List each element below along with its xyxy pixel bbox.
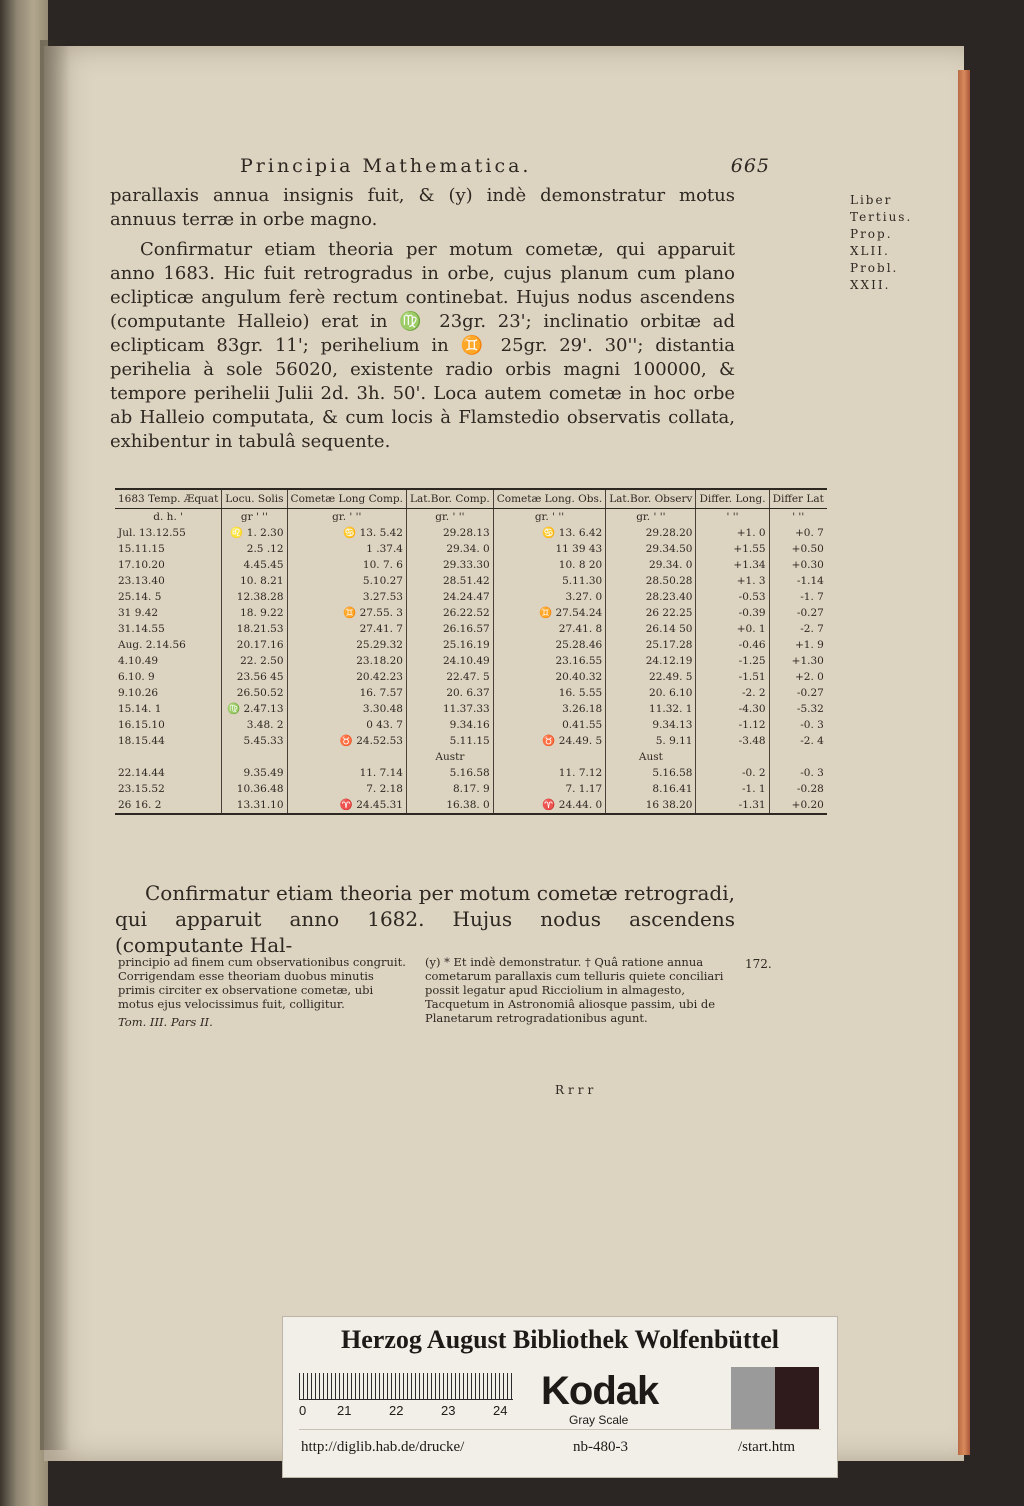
table-header-row (115, 489, 827, 509)
table-cell: ♊ 27.55. 3 (287, 605, 406, 621)
table-cell (222, 749, 287, 765)
table-cell: -0.28 (769, 781, 827, 797)
table-cell: 11 39 43 (493, 541, 605, 557)
table-cell: -0.46 (696, 637, 769, 653)
table-cell: 10. 7. 6 (287, 557, 406, 573)
table-row (115, 525, 827, 541)
table-unit-cell: gr. ' '' (287, 509, 406, 526)
table-cell: 8.17. 9 (406, 781, 493, 797)
page-fore-edge (958, 70, 970, 1455)
table-header-cell: Cometæ Long Comp. (287, 489, 406, 509)
table-cell: 1 .37.4 (287, 541, 406, 557)
paragraph-3 (115, 880, 735, 958)
table-cell: -0.53 (696, 589, 769, 605)
table-cell: 5.11.30 (493, 573, 605, 589)
footnote-reference: Tom. III. Pars II. (118, 1015, 213, 1029)
table-cell: Aug. 2.14.56 (118, 639, 186, 651)
table-row (115, 541, 827, 557)
table-cell: 18.21.53 (222, 621, 287, 637)
table-cell: ♈ 24.44. 0 (493, 797, 605, 814)
table-cell: 31 9.42 (118, 607, 159, 619)
table-cell: 9.35.49 (222, 765, 287, 781)
table-cell: 17.10.20 (118, 559, 165, 571)
table-cell: +1.30 (769, 653, 827, 669)
table-cell: 23.56 45 (222, 669, 287, 685)
table-cell: 9.10.26 (118, 687, 159, 699)
table-cell: -0. 3 (769, 765, 827, 781)
ruler-label: 21 (337, 1403, 352, 1418)
table-cell: ♌ 1. 2.30 (222, 525, 287, 541)
running-head (240, 155, 770, 177)
table-cell: 15.11.15 (118, 543, 165, 555)
table-cell: -5.32 (769, 701, 827, 717)
table-cell: 20. 6.10 (606, 685, 696, 701)
table-cell: 20. 6.37 (406, 685, 493, 701)
table-row (115, 669, 827, 685)
ruler-label: 24 (493, 1403, 508, 1418)
table-cell: 5.10.27 (287, 573, 406, 589)
margin-note-line: XLII. (850, 244, 890, 258)
table-cell: -1.14 (769, 573, 827, 589)
page-number: 665 (730, 155, 770, 177)
table-cell: 24.24.47 (406, 589, 493, 605)
table-cell: 29.34.50 (606, 541, 696, 557)
table-cell: 3.30.48 (287, 701, 406, 717)
table-cell: 24.12.19 (606, 653, 696, 669)
table-cell: 4.45.45 (222, 557, 287, 573)
table-cell: -4.30 (696, 701, 769, 717)
table-cell: 25.16.19 (406, 637, 493, 653)
table-row (115, 701, 827, 717)
table-row (115, 589, 827, 605)
running-head-title: Principia Mathematica. (240, 155, 532, 177)
margin-note-line: Prop. (850, 227, 893, 241)
table-header-cell: Lat.Bor. Observ (606, 489, 696, 509)
table-cell: 9.34.16 (406, 717, 493, 733)
table-row (115, 637, 827, 653)
table-cell: +0.30 (769, 557, 827, 573)
library-name: Herzog August Bibliothek Wolfenbüttel (341, 1325, 779, 1354)
table-cell: 29.28.13 (406, 525, 493, 541)
ruler-label: 23 (441, 1403, 456, 1418)
table-unit-cell: ' '' (696, 509, 769, 526)
table-cell: 3.26.18 (493, 701, 605, 717)
table-unit-cell: d. h. ' (153, 511, 184, 523)
table-cell: -0. 3 (769, 717, 827, 733)
table-cell: 16.38. 0 (406, 797, 493, 814)
table-header-cell: 1683 Temp. Æquat (115, 489, 222, 509)
table-cell: Aust (606, 749, 696, 765)
table-row (115, 653, 827, 669)
table-cell: +1.55 (696, 541, 769, 557)
table-cell: ♋ 13. 5.42 (287, 525, 406, 541)
table-row (115, 573, 827, 589)
table-cell: 26.22.52 (406, 605, 493, 621)
spine-shadow (40, 40, 70, 1450)
margin-note-line: Liber (850, 193, 893, 207)
table-cell: 4.10.49 (118, 655, 159, 667)
table-header-cell: Differ Lat (769, 489, 827, 509)
table-cell: -0.27 (769, 605, 827, 621)
table-cell: +1. 3 (696, 573, 769, 589)
table-unit-cell: gr. ' '' (493, 509, 605, 526)
table-cell: 22. 2.50 (222, 653, 287, 669)
table-cell: 29.33.30 (406, 557, 493, 573)
table-cell (287, 749, 406, 765)
table-cell: -1.51 (696, 669, 769, 685)
table-cell: 22.49. 5 (606, 669, 696, 685)
table-cell (769, 749, 827, 765)
shelf-signature: nb-480-3 (573, 1439, 628, 1455)
table-cell: 11.37.33 (406, 701, 493, 717)
table-cell: -1. 1 (696, 781, 769, 797)
table-cell: +1.34 (696, 557, 769, 573)
table-cell: 18. 9.22 (222, 605, 287, 621)
table-row (115, 781, 827, 797)
paragraph-2-text: Confirmatur etiam theoria per motum cometæ, qui apparuit anno 1683. Hic fuit retrogradus in orbe, cujus planum cum plano eclipticæ angulum ferè rectum continebat. Hujus nodus ascendens (computante Halleio) erat in ♍ 23gr. 23'; inclinatio orbitæ ad eclipticam 83gr. 11'; perihelium in ♊ 25gr. 29'. 30''; distantia perihelia à sole 56020, existente radio orbis magni 100000, & tempore perihelii Julii 2d. 3h. 50'. Loca autem cometæ in hoc orbe ab Halleio computata, & cum locis à Flamstedio observatis collata, exhibentur in tabulâ sequente. (110, 239, 735, 452)
table-cell: 26 16. 2 (118, 799, 162, 811)
footnote-margin-number: 172. (745, 957, 772, 971)
table-cell: 11. 7.12 (493, 765, 605, 781)
table-cell: 24.10.49 (406, 653, 493, 669)
table-cell: 23.18.20 (287, 653, 406, 669)
table-cell: 10.36.48 (222, 781, 287, 797)
table-cell: 11.32. 1 (606, 701, 696, 717)
table-cell: -1.25 (696, 653, 769, 669)
table-cell: 23.15.52 (118, 783, 165, 795)
kodak-logo: Kodak (541, 1369, 659, 1413)
table-cell: -0. 2 (696, 765, 769, 781)
table-cell: 28.51.42 (406, 573, 493, 589)
table-unit-cell: ' '' (769, 509, 827, 526)
table-cell: 8.16.41 (606, 781, 696, 797)
table-cell: -3.48 (696, 733, 769, 749)
table-cell: 28.50.28 (606, 573, 696, 589)
table-cell: 11. 7.14 (287, 765, 406, 781)
paragraph-3-text: Confirmatur etiam theoria per motum cometæ retrogradi, qui apparuit anno 1682. Hujus nodus ascendens (computante Hal- (115, 881, 735, 957)
table-cell: 5.11.15 (406, 733, 493, 749)
table-row (115, 717, 827, 733)
table-cell: +2. 0 (769, 669, 827, 685)
table-cell: ♍ 2.47.13 (222, 701, 287, 717)
table-cell: 16. 5.55 (493, 685, 605, 701)
table-cell: 6.10. 9 (118, 671, 155, 683)
table-cell: 26.16.57 (406, 621, 493, 637)
ruler-label: 22 (389, 1403, 404, 1418)
table-unit-cell: gr ' '' (222, 509, 287, 526)
ruler-scale (299, 1373, 513, 1400)
table-cell: -2. 4 (769, 733, 827, 749)
table-cell: 10. 8.21 (222, 573, 287, 589)
table-cell (493, 749, 605, 765)
card-divider (299, 1429, 821, 1430)
table-cell: 9.34.13 (606, 717, 696, 733)
comet-ephemeris-table (115, 488, 827, 815)
table-cell: 5.16.58 (406, 765, 493, 781)
table-body (115, 509, 827, 815)
table-cell: 23.16.55 (493, 653, 605, 669)
table-cell: 16.15.10 (118, 719, 165, 731)
table-cell: +0. 7 (769, 525, 827, 541)
table-row (115, 765, 827, 781)
table-row (115, 733, 827, 749)
library-color-card (282, 1316, 838, 1478)
table-cell: 15.14. 1 (118, 703, 162, 715)
table-cell (696, 749, 769, 765)
table-cell: 2.5 .12 (222, 541, 287, 557)
table-row (115, 685, 827, 701)
table-cell: 5.16.58 (606, 765, 696, 781)
table-cell: 27.41. 7 (287, 621, 406, 637)
table-cell: ♈ 24.45.31 (287, 797, 406, 814)
table-cell: 0 43. 7 (287, 717, 406, 733)
table-cell: 5. 9.11 (606, 733, 696, 749)
table-cell: 31.14.55 (118, 623, 165, 635)
paragraph-1 (110, 184, 735, 232)
table-cell: Austr (406, 749, 493, 765)
table-cell: +1. 9 (769, 637, 827, 653)
table-cell: -1.31 (696, 797, 769, 814)
table-cell: -2. 2 (696, 685, 769, 701)
table-cell: 20.40.32 (493, 669, 605, 685)
paragraph-1-text: parallaxis annua insignis fuit, & (y) indè demonstratur motus annuus terræ in orbe magno. (110, 185, 735, 230)
table-row (115, 605, 827, 621)
table-cell: +0. 1 (696, 621, 769, 637)
start-page-path: /start.htm (738, 1439, 796, 1455)
table-header-cell: Lat.Bor. Comp. (406, 489, 493, 509)
table-cell: 22.47. 5 (406, 669, 493, 685)
table-cell: 26 22.25 (606, 605, 696, 621)
table-header-cell: Cometæ Long. Obs. (493, 489, 605, 509)
table-cell: +0.20 (769, 797, 827, 814)
table-cell: 3.48. 2 (222, 717, 287, 733)
table-row (115, 621, 827, 637)
table-cell: 3.27. 0 (493, 589, 605, 605)
table-cell: +1. 0 (696, 525, 769, 541)
table-cell: -1. 7 (769, 589, 827, 605)
table-row (115, 797, 827, 814)
table-cell: +0.50 (769, 541, 827, 557)
table-cell: 22.14.44 (118, 767, 165, 779)
table-cell: 7. 2.18 (287, 781, 406, 797)
table-cell: -0.39 (696, 605, 769, 621)
table-cell: 28.23.40 (606, 589, 696, 605)
table-cell: 29.34. 0 (606, 557, 696, 573)
table-cell: 12.38.28 (222, 589, 287, 605)
table-cell: 0.41.55 (493, 717, 605, 733)
table-cell: -1.12 (696, 717, 769, 733)
table-header-cell: Differ. Long. (696, 489, 769, 509)
table-cell: ♉ 24.52.53 (287, 733, 406, 749)
table-cell: 7. 1.17 (493, 781, 605, 797)
table-cell: 16. 7.57 (287, 685, 406, 701)
margin-note-line: XXII. (850, 278, 891, 292)
table-header-cell: Locu. Solis (222, 489, 287, 509)
footnote-left (118, 955, 408, 1029)
ruler-label: 0 (299, 1403, 307, 1418)
table-row (115, 749, 827, 765)
table-cell: 27.41. 8 (493, 621, 605, 637)
table-cell: 25.29.32 (287, 637, 406, 653)
margin-note-line: Tertius. (850, 210, 913, 224)
table-unit-cell: gr. ' '' (606, 509, 696, 526)
table-cell: 29.34. 0 (406, 541, 493, 557)
table-cell: 26.50.52 (222, 685, 287, 701)
table-cell: 25.14. 5 (118, 591, 162, 603)
table-cell: 26.14 50 (606, 621, 696, 637)
table-cell (115, 749, 222, 765)
table-cell: 25.28.46 (493, 637, 605, 653)
table-cell: -2. 7 (769, 621, 827, 637)
library-url: http://diglib.hab.de/drucke/ (301, 1439, 465, 1455)
table-cell: -0.27 (769, 685, 827, 701)
table-cell: 3.27.53 (287, 589, 406, 605)
table-cell: 23.13.40 (118, 575, 165, 587)
dark-swatch (775, 1367, 819, 1429)
table-cell: 20.42.23 (287, 669, 406, 685)
footnote-left-text: principio ad finem cum observationibus congruit. Corrigendam esse theoriam duobus minutis primis circiter ex observatione cometæ, ubi motus ejus velocissimus fuit, colligitur. (118, 955, 406, 1011)
table-cell: ♋ 13. 6.42 (493, 525, 605, 541)
table-cell: 16 38.20 (606, 797, 696, 814)
table-cell: 10. 8 20 (493, 557, 605, 573)
table-cell: ♊ 27.54.24 (493, 605, 605, 621)
footnote-right-text: (y) * Et indè demonstratur. † Quâ ratione annua cometarum parallaxis cum telluris quiete conciliari possit legatur apud Ricciolium in almagesto, Tacquetum in Astronomiâ aliosque passim, ubi de Planetarum retrogradationibus agunt. (425, 955, 724, 1025)
table-cell: 5.45.33 (222, 733, 287, 749)
table-cell: 25.17.28 (606, 637, 696, 653)
gray-swatch (731, 1367, 775, 1429)
margin-note (850, 192, 920, 294)
table-cell: 20.17.16 (222, 637, 287, 653)
table-units-row (115, 509, 827, 526)
table-cell: 13.31.10 (222, 797, 287, 814)
gray-scale-label: Gray Scale (569, 1413, 629, 1427)
footnote-right (425, 955, 725, 1025)
table-cell: ♉ 24.49. 5 (493, 733, 605, 749)
table-cell: 18.15.44 (118, 735, 165, 747)
table-row (115, 557, 827, 573)
table-unit-cell: gr. ' '' (406, 509, 493, 526)
catchword: Rrrr (555, 1083, 598, 1097)
table-cell: Jul. 13.12.55 (118, 527, 186, 539)
table-cell: 29.28.20 (606, 525, 696, 541)
margin-note-line: Probl. (850, 261, 899, 275)
paragraph-2 (110, 238, 735, 454)
